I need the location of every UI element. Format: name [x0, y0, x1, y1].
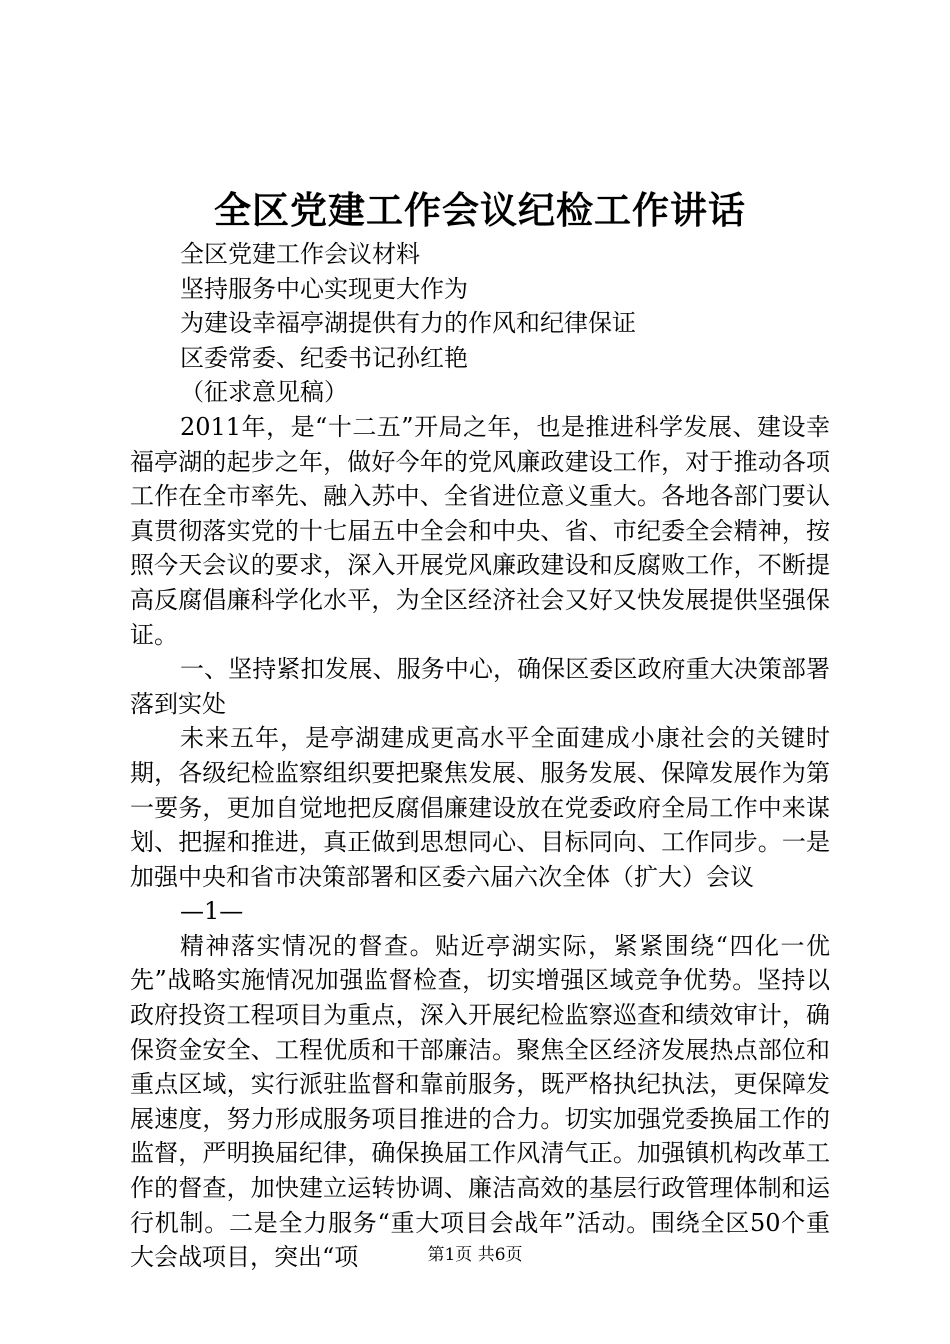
- header-line-material: 全区党建工作会议材料: [180, 240, 420, 268]
- page-footer: 第1页 共6页: [427, 1245, 523, 1265]
- section-heading-one: 一、坚持紧扣发展、服务中心，确保区委区政府重大决策部署落到实处: [130, 655, 830, 718]
- header-line-draft-note: （征求意见稿）: [180, 378, 348, 407]
- header-line-speaker: 区委常委、纪委书记孙红艳: [180, 343, 468, 372]
- page-number-marker: —1—: [180, 897, 244, 926]
- body-paragraph-supervision: 精神落实情况的督查。贴近亭湖实际，紧紧围绕“四化一优先”战略实施情况加强监督检查，切实增强区域竞争优势。坚持以政府投资工程项目为重点，深入开展纪检监察巡查和绩效审计，确保资金安全、工程优质和干部廉洁。聚焦全区经济发展热点部位和重点区域，实行派驻监督和靠前服务，既严格执纪执法，更保障发展速度，努力形成服务项目推进的合力。切实加强党委换届工作的监督，严明换届纪律，确保换届工作风清气正。加强镇机构改革工作的督查，加快建立运转协调、廉洁高效的基层行政管理体制和运行机制。二是全力服务“重大项目会战年”活动。围绕全区50个重大会战项目，突出“项: [130, 931, 830, 1272]
- document-title: 全区党建工作会议纪检工作讲话: [214, 188, 746, 232]
- body-paragraph-five-years: 未来五年，是亭湖建成更高水平全面建成小康社会的关键时期，各级纪检监察组织要把聚焦发展、服务发展、保障发展作为第一要务，更加自觉地把反腐倡廉建设放在党委政府全局工作中来谋划、把握和推进，真正做到思想同心、目标同向、工作同步。一是加强中央和省市决策部署和区委六届六次全体（扩大）会议: [130, 724, 830, 891]
- header-line-subtitle-2: 为建设幸福亭湖提供有力的作风和纪律保证: [180, 309, 636, 338]
- header-line-subtitle-1: 坚持服务中心实现更大作为: [180, 274, 468, 303]
- body-paragraph-intro: 2011年，是“十二五”开局之年，也是推进科学发展、建设幸福亭湖的起步之年，做好今年的党风廉政建设工作，对于推动各项工作在全市率先、融入苏中、全省进位意义重大。各地各部门要认真贯彻落实党的十七届五中全会和中央、省、市纪委全会精神，按照今天会议的要求，深入开展党风廉政建设和反腐败工作，不断提高反腐倡廉科学化水平，为全区经济社会又好又快发展提供坚强保证。: [130, 412, 830, 649]
- document-page: [130, 185, 830, 1275]
